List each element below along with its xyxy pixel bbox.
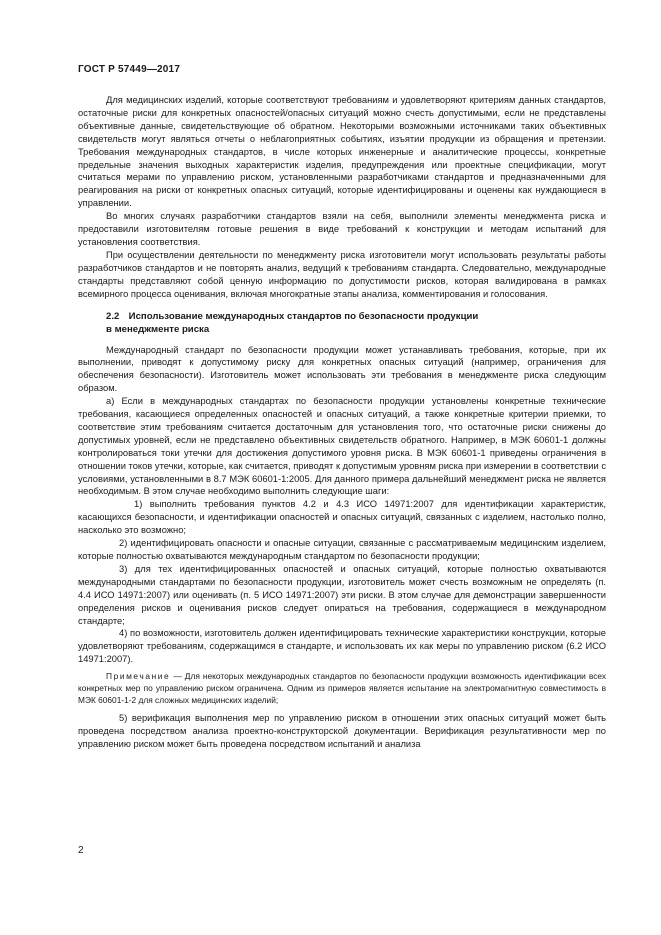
step-5: 5) верификация выполнения мер по управлению риском в отношении этих опасных ситуаций может быть проведена посредством анализа проектно-конструкторской документации. Верификация результативности мер по управлению риском может быть проведена посредством испытаний и анализа [78, 713, 606, 750]
section-heading [78, 310, 606, 336]
document-header: ГОСТ Р 57449—2017 [78, 64, 181, 75]
paragraph: При осуществлении деятельности по менеджменту риска изготовители могут использовать результаты работы разработчиков стандартов и не повторять анализ, ведущий к требованиям стандарта. Следовательно, международные стандарты представляют собой ценную информацию по допустимости рисков, которая валидирована в рамках всемирного процесса оценивания, включая многократные этапы анализа, комментирования и голосования. [78, 249, 606, 299]
step-1: 1) выполнить требования пунктов 4.2 и 4.3 ИСО 14971:2007 для идентификации характеристик, касающихся безопасности, и идентификации опасностей и опасных ситуаций, связанных с изделием, настолько полно, насколько это возможно; [78, 499, 606, 536]
note-text: — Для некоторых международных стандартов по безопасности продукции возможность идентификации всех конкретных мер по управлению риском ограничена. Одним из примеров является испытание на электромагнитную совместимость в МЭК 60601-1-2 для сложных медицинских изделий; [78, 671, 606, 705]
step-2: 2) идентифицировать опасности и опасные ситуации, связанные с рассматриваемым медицинским изделием, которые полностью охватываются международным стандартом по безопасности продукции; [78, 538, 606, 561]
note [78, 671, 606, 706]
step-4: 4) по возможности, изготовитель должен идентифицировать технические характеристики конструкции, которые удовлетворяют требованиям, содержащимся в стандарте, и использовать их как меры по управлению риском (6.2 ИСО 14971:2007). [78, 628, 606, 665]
step-3: 3) для тех идентифицированных опасностей и опасных ситуаций, которые полностью охватываются международными стандартами по безопасности продукции, изготовитель может счесть возможным не определять (п. 4.4 ИСО 14971:2007) или оценивать (п. 5 ИСО 14971:2007) эти риски. В этом случае для демонстрации завершенности определения рисков и оценивания рисков следует опираться на требования, содержащиеся в международном стандарте; [78, 563, 606, 626]
paragraph: Для медицинских изделий, которые соответствуют требованиям и удовлетворяют критериям данных стандартов, остаточные риски для конкретных опасностей/опасных ситуаций можно счесть допустимыми, если не представлены объективные данные, свидетельствующие об обратном. Некоторыми возможными источниками таких объективных свидетельств могут являться отчеты о неблагоприятных событиях, изъятии продукции из обращения и претензии. Требования международных стандартов, в числе которых инженерные и аналитические процессы, конкретные предельные значения выходных характеристик изделия, предупреждения или проектные спецификации, могут считаться мерами по управлению риском, установленными разработчиками стандартов и предназначенными для реагирования на риски от конкретных опасных ситуаций, которые идентифицированы и оценены как нуждающиеся в управлении. [78, 95, 606, 209]
section-title-line2: в менеджменте риска [106, 323, 210, 335]
section-number: 2.2 [106, 310, 120, 322]
document-body [78, 94, 606, 751]
paragraph: Международный стандарт по безопасности продукции может устанавливать требования, которые, при их выполнении, приводят к допустимому риску для конкретных опасных ситуаций (например, ограничения для обеспечения безопасности). Изготовитель может использовать эти требования в менеджменте риска следующим образом. [78, 344, 606, 394]
section-title-line1: Использование международных стандартов по безопасности продукции [128, 310, 479, 322]
paragraph: Во многих случаях разработчики стандартов взяли на себя, выполнили элементы менеджмента риска и предоставили изготовителям готовые решения в виде требований к конструкции и методам испытаний для установления соответствия. [78, 211, 606, 247]
paragraph-list-item-a: а) Если в международных стандартах по безопасности продукции установлены конкретные технические требования, касающиеся определенных опасностей и опасных ситуаций, а также конкретные критерии приемки, то соответствие этим требованиям считается достаточным для установления того, что остаточные риски снижены до допустимых уровней, если не представлено объективных свидетельств обратного. Например, в МЭК 60601-1 должны контролироваться токи утечки для достижения допустимого уровня риска. В МЭК 60601-1 приведены ограничения в отношении токов утечки, которые, как считается, приводят к допустимым уровням риска при измерении в соответствии с условиями, установленными в 8.7 МЭК 60601-1:2005. Для данного примера дальнейший менеджмент риска не является необходимым. В этом случае необходимо выполнить следующие шаги: [78, 396, 606, 497]
page-number: 2 [78, 845, 84, 856]
note-label: Примечание [106, 671, 171, 682]
